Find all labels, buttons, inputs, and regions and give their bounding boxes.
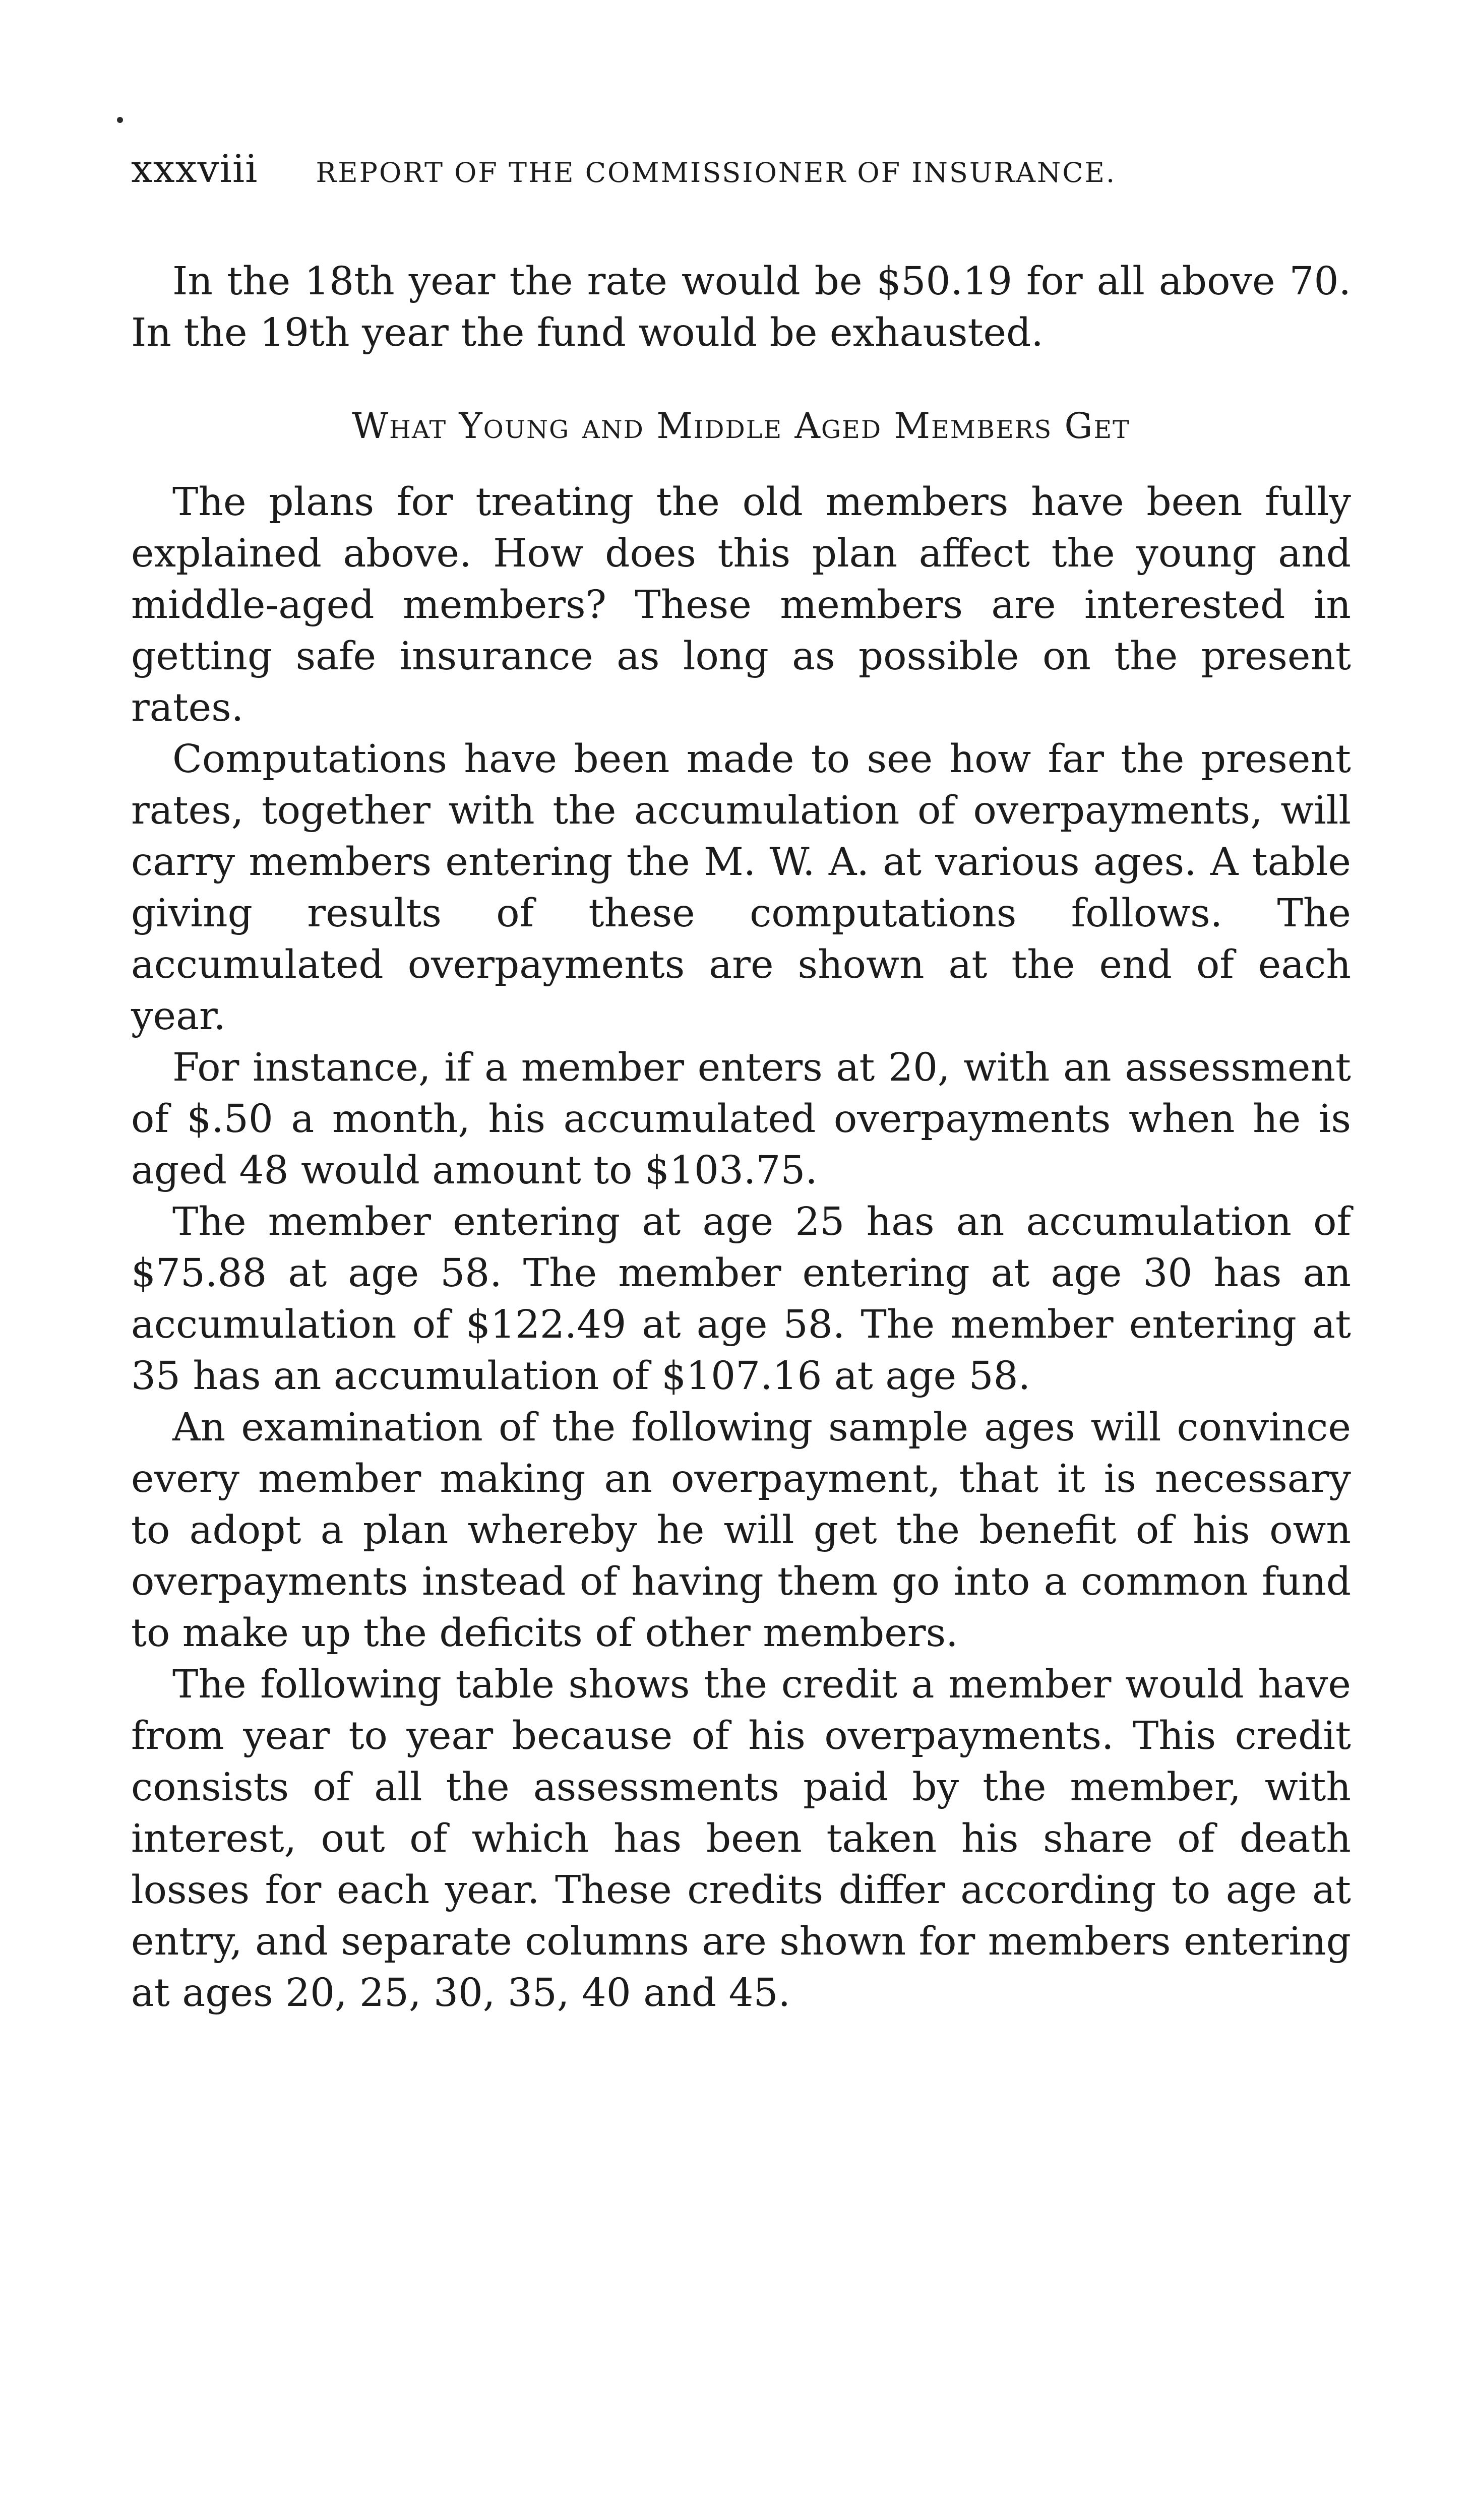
body-text <box>131 256 1351 2019</box>
intro-paragraph: In the 18th year the rate would be $50.19 for all above 70. In the 19th year the fund would be exhausted. <box>131 259 1351 355</box>
running-title: REPORT OF THE COMMISSIONER OF INSURANCE. <box>316 157 1117 188</box>
paragraph-computations: Computations have been made to see how far the present rates, together with the accumulation of overpayments, will carry members entering the M. W. A. at various ages. A table giving results of these computations follows. The accumulated overpayments are shown at the end of each year. <box>131 737 1351 1039</box>
paragraph-examination: An examination of the following sample ages will convince every member making an overpayment, that it is necessary to adopt a plan whereby he will get the benefit of his own overpayments instead of having them go into a common fund to make up the deficits of other members. <box>131 1405 1351 1656</box>
paragraph-table-description: The following table shows the credit a member would have from year to year because of his overpayments. This credit consists of all the assessments paid by the member, with interest, out of which has been taken his share of death losses for each year. These credits differ according to age at entry, and separate columns are shown for members entering at ages 20, 25, 30, 35, 40 and 45. <box>131 1662 1351 2015</box>
section-heading: What Young and Middle Aged Members Get <box>352 405 1130 447</box>
print-speck <box>117 117 123 123</box>
paragraph-plans: The plans for treating the old members have been fully explained above. How does this plan affect the young and middle-aged members? These members are interested in getting safe insurance as long as possible on the present rates. <box>131 480 1351 730</box>
paragraph-instance: For instance, if a member enters at 20, with an assessment of $.50 a month, his accumulated overpayments when he is aged 48 would amount to $103.75. <box>131 1045 1351 1193</box>
page-folio: xxxviii <box>131 146 258 191</box>
running-header <box>131 146 1351 191</box>
paragraph-accumulations: The member entering at age 25 has an accumulation of $75.88 at age 58. The member entering at age 30 has an accumulation of $122.49 at age 58. The member entering at 35 has an accumulation of $107.16 at age 58. <box>131 1200 1351 1399</box>
